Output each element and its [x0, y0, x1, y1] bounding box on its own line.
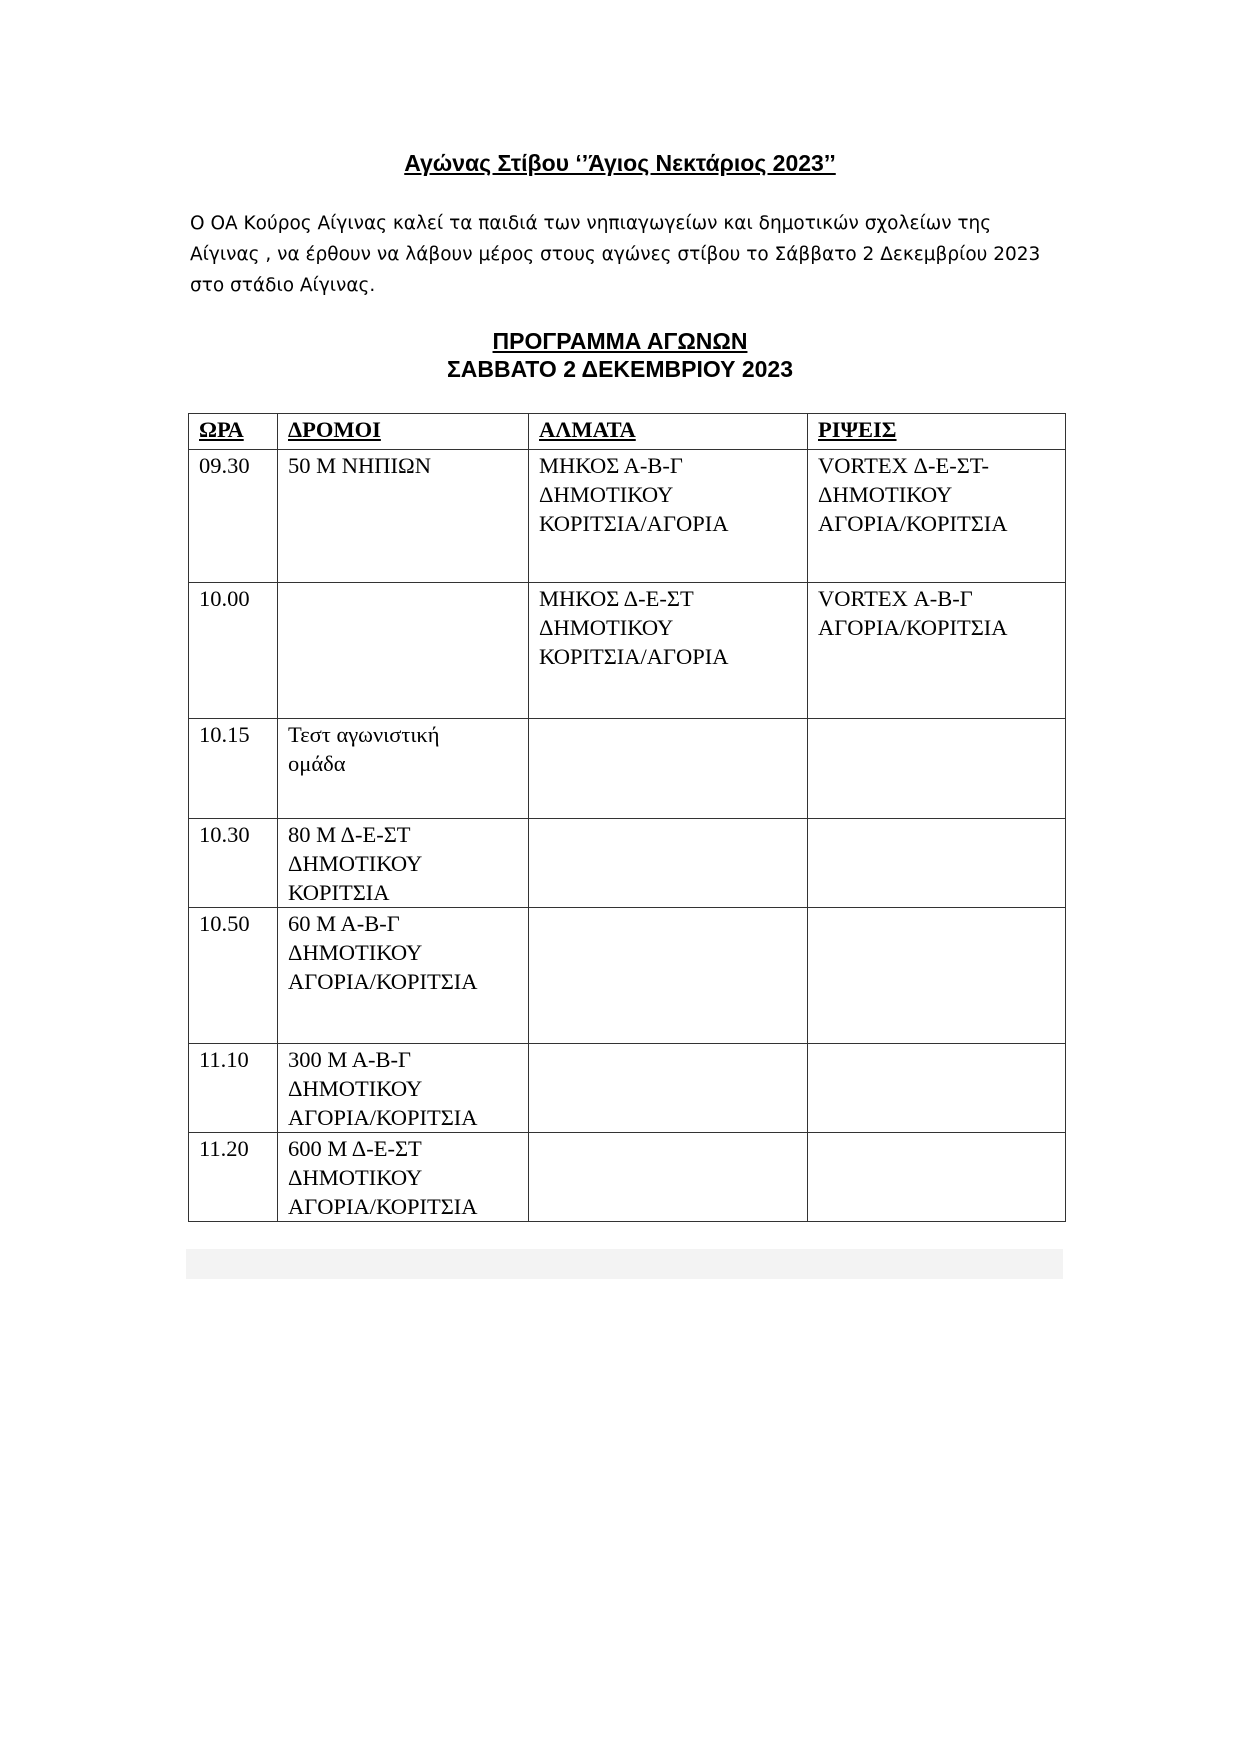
program-title: ΠΡΟΓΡΑΜΜΑ ΑΓΩΝΩΝ [492, 328, 748, 354]
table-row [189, 908, 1066, 1044]
cell-line: ΚΟΡΙΤΣΙΑ/ΑΓΟΡΙΑ [539, 644, 729, 669]
cell-line: ΑΓΟΡΙΑ/ΚΟΡΙΤΣΙΑ [818, 615, 1008, 640]
cell-runs [278, 819, 529, 908]
cell-jumps [529, 450, 808, 583]
cell-line: ΔΗΜΟΤΙΚΟΥ [288, 940, 423, 965]
cell-jumps [529, 719, 808, 819]
table-row [189, 819, 1066, 908]
intro-line: Ο ΟΑ Κούρος Αίγινας καλεί τα παιδιά των νηπιαγωγείων και δημοτικών σχολείων της [190, 213, 992, 234]
page-title: Αγώνας Στίβου ‘’Άγιος Νεκτάριος 2023’’ [404, 150, 836, 176]
cell-line: VORTEX Δ-Ε-ΣΤ- [818, 453, 990, 478]
cell-runs [278, 583, 529, 719]
table-header-row [189, 414, 1066, 450]
cell-line: Τεστ αγωνιστική [288, 722, 440, 747]
program-heading [0, 327, 1240, 383]
cell-line: ΚΟΡΙΤΣΙΑ/ΑΓΟΡΙΑ [539, 511, 729, 536]
intro-line: Αίγινας , να έρθουν να λάβουν μέρος στους αγώνες στίβου το Σάββατο 2 Δεκεμβρίου 2023 [190, 244, 1041, 265]
cell-time: 09.30 [189, 450, 278, 583]
cell-jumps [529, 819, 808, 908]
program-date: ΣΑΒΒΑΤΟ 2 ΔΕΚΕΜΒΡΙΟΥ 2023 [446, 356, 794, 382]
cell-throws [808, 908, 1066, 1044]
table-row [189, 719, 1066, 819]
cell-throws [808, 819, 1066, 908]
cell-line: ΑΓΟΡΙΑ/ΚΟΡΙΤΣΙΑ [288, 969, 478, 994]
cell-line: ΔΗΜΟΤΙΚΟΥ [539, 615, 674, 640]
cell-line: ΔΗΜΟΤΙΚΟΥ [288, 1076, 423, 1101]
header-time: ΩΡΑ [189, 414, 278, 450]
cell-time: 11.10 [189, 1044, 278, 1133]
cell-jumps [529, 1133, 808, 1222]
table-row [189, 583, 1066, 719]
cell-time: 11.20 [189, 1133, 278, 1222]
cell-time: 10.30 [189, 819, 278, 908]
cell-line: ΜΗΚΟΣ Α-Β-Γ [539, 453, 683, 478]
cell-time: 10.50 [189, 908, 278, 1044]
cell-jumps [529, 583, 808, 719]
cell-line: ΑΓΟΡΙΑ/ΚΟΡΙΤΣΙΑ [818, 511, 1008, 536]
table-row [189, 1044, 1066, 1133]
cell-line: ομάδα [288, 751, 346, 776]
cell-time: 10.15 [189, 719, 278, 819]
table-row [189, 1133, 1066, 1222]
cell-line: 600 Μ Δ-Ε-ΣΤ [288, 1136, 422, 1161]
header-throws: ΡΙΨΕΙΣ [808, 414, 1066, 450]
cell-line: ΚΟΡΙΤΣΙΑ [288, 880, 390, 905]
cell-line: 50 Μ ΝΗΠΙΩΝ [288, 453, 431, 478]
cell-throws [808, 719, 1066, 819]
schedule-body [189, 450, 1066, 1222]
cell-runs [278, 1133, 529, 1222]
cell-line: ΔΗΜΟΤΙΚΟΥ [818, 482, 953, 507]
header-runs: ΔΡΟΜΟΙ [278, 414, 529, 450]
cell-throws [808, 1133, 1066, 1222]
cell-line: 80 Μ Δ-Ε-ΣΤ [288, 822, 411, 847]
cell-line: ΜΗΚΟΣ Δ-Ε-ΣΤ [539, 586, 694, 611]
cell-line: 300 Μ Α-Β-Γ [288, 1047, 412, 1072]
cell-runs [278, 719, 529, 819]
table-row [189, 450, 1066, 583]
cell-line: 60 Μ Α-Β-Γ [288, 911, 400, 936]
cell-line: ΑΓΟΡΙΑ/ΚΟΡΙΤΣΙΑ [288, 1105, 478, 1130]
cell-runs [278, 450, 529, 583]
cell-line: ΔΗΜΟΤΙΚΟΥ [288, 851, 423, 876]
cell-throws [808, 1044, 1066, 1133]
cell-line: ΑΓΟΡΙΑ/ΚΟΡΙΤΣΙΑ [288, 1194, 478, 1219]
cell-line: ΔΗΜΟΤΙΚΟΥ [539, 482, 674, 507]
cell-time: 10.00 [189, 583, 278, 719]
cell-runs [278, 908, 529, 1044]
intro-line: στο στάδιο Αίγινας. [190, 275, 376, 296]
cell-runs [278, 1044, 529, 1133]
intro-paragraph [190, 208, 1070, 301]
cell-line: ΔΗΜΟΤΙΚΟΥ [288, 1165, 423, 1190]
header-jumps: ΑΛΜΑΤΑ [529, 414, 808, 450]
footer-band [186, 1249, 1063, 1279]
schedule-table [188, 413, 1066, 1222]
cell-jumps [529, 908, 808, 1044]
cell-throws [808, 450, 1066, 583]
cell-jumps [529, 1044, 808, 1133]
cell-throws [808, 583, 1066, 719]
cell-line: VORTEX Α-Β-Γ [818, 586, 973, 611]
